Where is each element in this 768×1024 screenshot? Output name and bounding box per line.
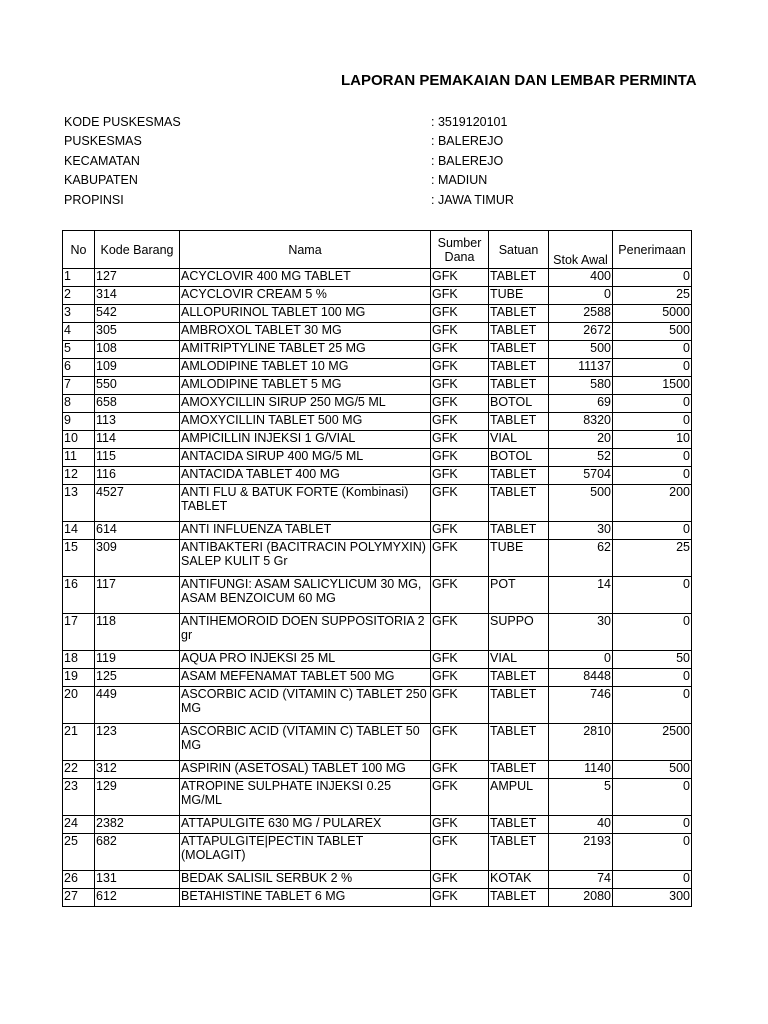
- cell-no: 19: [63, 669, 95, 687]
- cell-sumber-dana: GFK: [431, 467, 489, 485]
- cell-no: 10: [63, 431, 95, 449]
- cell-penerimaan: 0: [613, 522, 692, 540]
- cell-satuan: TABLET: [489, 377, 549, 395]
- cell-stok-awal: 8448: [549, 669, 613, 687]
- cell-satuan: BOTOL: [489, 449, 549, 467]
- table-row: [63, 871, 692, 889]
- cell-no: 16: [63, 577, 95, 614]
- cell-sumber-dana: GFK: [431, 577, 489, 614]
- cell-satuan: VIAL: [489, 431, 549, 449]
- cell-penerimaan: 25: [613, 540, 692, 577]
- cell-kode-barang: 309: [95, 540, 180, 577]
- cell-penerimaan: 1500: [613, 377, 692, 395]
- cell-kode-barang: 2382: [95, 816, 180, 834]
- table-row: [63, 889, 692, 907]
- cell-no: 24: [63, 816, 95, 834]
- table-row: [63, 724, 692, 761]
- cell-no: 6: [63, 359, 95, 377]
- cell-satuan: TABLET: [489, 305, 549, 323]
- cell-penerimaan: 200: [613, 485, 692, 522]
- cell-no: 4: [63, 323, 95, 341]
- cell-nama: ANTI INFLUENZA TABLET: [180, 522, 431, 540]
- table-row: [63, 359, 692, 377]
- info-row: [64, 113, 684, 132]
- cell-kode-barang: 115: [95, 449, 180, 467]
- header-kode-barang: Kode Barang: [95, 231, 180, 269]
- cell-kode-barang: 113: [95, 413, 180, 431]
- cell-stok-awal: 580: [549, 377, 613, 395]
- table-row: [63, 341, 692, 359]
- cell-stok-awal: 1140: [549, 761, 613, 779]
- cell-no: 21: [63, 724, 95, 761]
- table-row: [63, 577, 692, 614]
- cell-penerimaan: 0: [613, 614, 692, 651]
- cell-penerimaan: 0: [613, 467, 692, 485]
- cell-penerimaan: 0: [613, 449, 692, 467]
- cell-nama: ATTAPULGITE|PECTIN TABLET (MOLAGIT): [180, 834, 431, 871]
- header-penerimaan: Penerimaan: [613, 231, 692, 269]
- table-row: [63, 377, 692, 395]
- cell-kode-barang: 612: [95, 889, 180, 907]
- cell-no: 8: [63, 395, 95, 413]
- table-row: [63, 522, 692, 540]
- table-row: [63, 467, 692, 485]
- info-value: : BALEREJO: [431, 153, 504, 168]
- cell-satuan: TABLET: [489, 359, 549, 377]
- cell-sumber-dana: GFK: [431, 377, 489, 395]
- table-row: [63, 834, 692, 871]
- cell-satuan: TABLET: [489, 889, 549, 907]
- info-row: [64, 152, 684, 171]
- table-row: [63, 669, 692, 687]
- cell-kode-barang: 4527: [95, 485, 180, 522]
- cell-sumber-dana: GFK: [431, 614, 489, 651]
- puskesmas-info: [64, 113, 684, 210]
- cell-sumber-dana: GFK: [431, 359, 489, 377]
- cell-kode-barang: 682: [95, 834, 180, 871]
- cell-no: 7: [63, 377, 95, 395]
- cell-kode-barang: 127: [95, 269, 180, 287]
- cell-no: 17: [63, 614, 95, 651]
- table-row: [63, 413, 692, 431]
- cell-stok-awal: 8320: [549, 413, 613, 431]
- cell-sumber-dana: GFK: [431, 522, 489, 540]
- table-row: [63, 651, 692, 669]
- info-row: [64, 132, 684, 151]
- info-label: KODE PUSKESMAS: [64, 115, 181, 129]
- cell-kode-barang: 118: [95, 614, 180, 651]
- cell-stok-awal: 500: [549, 485, 613, 522]
- header-nama: Nama: [180, 231, 431, 269]
- table-row: [63, 323, 692, 341]
- cell-penerimaan: 0: [613, 577, 692, 614]
- cell-nama: AQUA PRO INJEKSI 25 ML: [180, 651, 431, 669]
- cell-kode-barang: 119: [95, 651, 180, 669]
- cell-penerimaan: 2500: [613, 724, 692, 761]
- cell-satuan: TUBE: [489, 540, 549, 577]
- cell-kode-barang: 116: [95, 467, 180, 485]
- cell-no: 15: [63, 540, 95, 577]
- cell-no: 22: [63, 761, 95, 779]
- cell-penerimaan: 25: [613, 287, 692, 305]
- cell-kode-barang: 658: [95, 395, 180, 413]
- report-title: LAPORAN PEMAKAIAN DAN LEMBAR PERMINTA: [341, 72, 697, 89]
- table-header-row: [63, 231, 692, 269]
- cell-kode-barang: 542: [95, 305, 180, 323]
- cell-satuan: AMPUL: [489, 779, 549, 816]
- cell-stok-awal: 5704: [549, 467, 613, 485]
- cell-no: 23: [63, 779, 95, 816]
- cell-kode-barang: 129: [95, 779, 180, 816]
- cell-no: 13: [63, 485, 95, 522]
- cell-kode-barang: 614: [95, 522, 180, 540]
- cell-satuan: POT: [489, 577, 549, 614]
- cell-nama: ANTACIDA TABLET 400 MG: [180, 467, 431, 485]
- cell-stok-awal: 500: [549, 341, 613, 359]
- table-row: [63, 687, 692, 724]
- cell-penerimaan: 50: [613, 651, 692, 669]
- cell-sumber-dana: GFK: [431, 323, 489, 341]
- header-sumber-dana: Sumber Dana: [431, 231, 489, 269]
- cell-nama: AMLODIPINE TABLET 5 MG: [180, 377, 431, 395]
- cell-stok-awal: 2193: [549, 834, 613, 871]
- cell-nama: AMLODIPINE TABLET 10 MG: [180, 359, 431, 377]
- cell-nama: ALLOPURINOL TABLET 100 MG: [180, 305, 431, 323]
- cell-nama: ASAM MEFENAMAT TABLET 500 MG: [180, 669, 431, 687]
- cell-kode-barang: 314: [95, 287, 180, 305]
- cell-kode-barang: 449: [95, 687, 180, 724]
- cell-satuan: BOTOL: [489, 395, 549, 413]
- cell-kode-barang: 117: [95, 577, 180, 614]
- cell-penerimaan: 0: [613, 871, 692, 889]
- info-label: KECAMATAN: [64, 153, 140, 168]
- cell-stok-awal: 5: [549, 779, 613, 816]
- cell-satuan: TABLET: [489, 467, 549, 485]
- cell-nama: ASPIRIN (ASETOSAL) TABLET 100 MG: [180, 761, 431, 779]
- info-value: : BALEREJO: [431, 134, 504, 149]
- cell-nama: ANTIBAKTERI (BACITRACIN POLYMYXIN) SALEP KULIT 5 Gr: [180, 540, 431, 577]
- cell-kode-barang: 305: [95, 323, 180, 341]
- cell-no: 26: [63, 871, 95, 889]
- medicine-table: [62, 230, 692, 907]
- cell-satuan: VIAL: [489, 651, 549, 669]
- cell-sumber-dana: GFK: [431, 431, 489, 449]
- cell-penerimaan: 0: [613, 779, 692, 816]
- cell-satuan: TABLET: [489, 269, 549, 287]
- cell-stok-awal: 2080: [549, 889, 613, 907]
- cell-sumber-dana: GFK: [431, 287, 489, 305]
- table-row: [63, 614, 692, 651]
- cell-satuan: TABLET: [489, 687, 549, 724]
- table-row: [63, 395, 692, 413]
- cell-sumber-dana: GFK: [431, 395, 489, 413]
- cell-nama: AMOXYCILLIN SIRUP 250 MG/5 ML: [180, 395, 431, 413]
- cell-satuan: TABLET: [489, 761, 549, 779]
- cell-sumber-dana: GFK: [431, 413, 489, 431]
- cell-satuan: TUBE: [489, 287, 549, 305]
- info-label: PUSKESMAS: [64, 134, 142, 149]
- cell-sumber-dana: GFK: [431, 724, 489, 761]
- cell-sumber-dana: GFK: [431, 305, 489, 323]
- cell-stok-awal: 69: [549, 395, 613, 413]
- cell-sumber-dana: GFK: [431, 651, 489, 669]
- table-row: [63, 449, 692, 467]
- cell-sumber-dana: GFK: [431, 669, 489, 687]
- cell-no: 11: [63, 449, 95, 467]
- cell-nama: ANTI FLU & BATUK FORTE (Kombinasi) TABLET: [180, 485, 431, 522]
- cell-penerimaan: 5000: [613, 305, 692, 323]
- cell-penerimaan: 0: [613, 669, 692, 687]
- cell-stok-awal: 400: [549, 269, 613, 287]
- cell-stok-awal: 14: [549, 577, 613, 614]
- info-label: PROPINSI: [64, 192, 124, 207]
- table-row: [63, 779, 692, 816]
- info-value: : MADIUN: [431, 173, 488, 188]
- cell-penerimaan: 0: [613, 413, 692, 431]
- cell-satuan: TABLET: [489, 816, 549, 834]
- cell-stok-awal: 0: [549, 651, 613, 669]
- cell-satuan: TABLET: [489, 724, 549, 761]
- table-row: [63, 540, 692, 577]
- cell-nama: ATROPINE SULPHATE INJEKSI 0.25 MG/ML: [180, 779, 431, 816]
- cell-nama: BETAHISTINE TABLET 6 MG: [180, 889, 431, 907]
- cell-nama: ATTAPULGITE 630 MG / PULAREX: [180, 816, 431, 834]
- cell-nama: ANTIFUNGI: ASAM SALICYLICUM 30 MG, ASAM BENZOICUM 60 MG: [180, 577, 431, 614]
- cell-no: 12: [63, 467, 95, 485]
- cell-satuan: TABLET: [489, 669, 549, 687]
- cell-kode-barang: 114: [95, 431, 180, 449]
- cell-stok-awal: 62: [549, 540, 613, 577]
- table-row: [63, 287, 692, 305]
- info-label: KABUPATEN: [64, 173, 138, 188]
- table-row: [63, 485, 692, 522]
- cell-sumber-dana: GFK: [431, 889, 489, 907]
- cell-stok-awal: 2810: [549, 724, 613, 761]
- table-row: [63, 269, 692, 287]
- cell-sumber-dana: GFK: [431, 540, 489, 577]
- cell-stok-awal: 30: [549, 522, 613, 540]
- info-row: [64, 191, 684, 210]
- cell-nama: ANTACIDA SIRUP 400 MG/5 ML: [180, 449, 431, 467]
- cell-nama: ASCORBIC ACID (VITAMIN C) TABLET 50 MG: [180, 724, 431, 761]
- cell-no: 14: [63, 522, 95, 540]
- cell-stok-awal: 74: [549, 871, 613, 889]
- cell-penerimaan: 0: [613, 359, 692, 377]
- cell-stok-awal: 2588: [549, 305, 613, 323]
- cell-no: 5: [63, 341, 95, 359]
- cell-nama: ANTIHEMOROID DOEN SUPPOSITORIA 2 gr: [180, 614, 431, 651]
- cell-nama: ASCORBIC ACID (VITAMIN C) TABLET 250 MG: [180, 687, 431, 724]
- cell-stok-awal: 30: [549, 614, 613, 651]
- cell-nama: ACYCLOVIR 400 MG TABLET: [180, 269, 431, 287]
- cell-no: 25: [63, 834, 95, 871]
- table-row: [63, 431, 692, 449]
- cell-penerimaan: 0: [613, 269, 692, 287]
- cell-sumber-dana: GFK: [431, 449, 489, 467]
- cell-kode-barang: 125: [95, 669, 180, 687]
- cell-nama: AMITRIPTYLINE TABLET 25 MG: [180, 341, 431, 359]
- cell-stok-awal: 40: [549, 816, 613, 834]
- cell-sumber-dana: GFK: [431, 341, 489, 359]
- cell-nama: AMOXYCILLIN TABLET 500 MG: [180, 413, 431, 431]
- cell-kode-barang: 123: [95, 724, 180, 761]
- cell-satuan: KOTAK: [489, 871, 549, 889]
- cell-satuan: TABLET: [489, 834, 549, 871]
- cell-kode-barang: 312: [95, 761, 180, 779]
- cell-no: 18: [63, 651, 95, 669]
- cell-satuan: TABLET: [489, 341, 549, 359]
- cell-sumber-dana: GFK: [431, 779, 489, 816]
- cell-stok-awal: 20: [549, 431, 613, 449]
- table-row: [63, 816, 692, 834]
- cell-penerimaan: 0: [613, 341, 692, 359]
- cell-stok-awal: 11137: [549, 359, 613, 377]
- cell-no: 1: [63, 269, 95, 287]
- cell-penerimaan: 500: [613, 323, 692, 341]
- cell-kode-barang: 108: [95, 341, 180, 359]
- cell-nama: ACYCLOVIR CREAM 5 %: [180, 287, 431, 305]
- cell-satuan: TABLET: [489, 485, 549, 522]
- cell-sumber-dana: GFK: [431, 687, 489, 724]
- cell-sumber-dana: GFK: [431, 816, 489, 834]
- cell-stok-awal: 746: [549, 687, 613, 724]
- cell-sumber-dana: GFK: [431, 269, 489, 287]
- cell-penerimaan: 0: [613, 816, 692, 834]
- cell-nama: AMBROXOL TABLET 30 MG: [180, 323, 431, 341]
- header-stok-awal: Stok Awal: [549, 231, 613, 269]
- cell-no: 3: [63, 305, 95, 323]
- cell-no: 27: [63, 889, 95, 907]
- header-satuan: Satuan: [489, 231, 549, 269]
- header-no: No: [63, 231, 95, 269]
- cell-kode-barang: 109: [95, 359, 180, 377]
- cell-sumber-dana: GFK: [431, 871, 489, 889]
- table-row: [63, 761, 692, 779]
- cell-satuan: TABLET: [489, 323, 549, 341]
- cell-no: 9: [63, 413, 95, 431]
- cell-sumber-dana: GFK: [431, 834, 489, 871]
- cell-penerimaan: 0: [613, 395, 692, 413]
- cell-sumber-dana: GFK: [431, 761, 489, 779]
- cell-kode-barang: 131: [95, 871, 180, 889]
- cell-penerimaan: 0: [613, 834, 692, 871]
- cell-no: 20: [63, 687, 95, 724]
- cell-nama: AMPICILLIN INJEKSI 1 G/VIAL: [180, 431, 431, 449]
- cell-penerimaan: 0: [613, 687, 692, 724]
- info-row: [64, 171, 684, 190]
- cell-stok-awal: 52: [549, 449, 613, 467]
- cell-nama: BEDAK SALISIL SERBUK 2 %: [180, 871, 431, 889]
- cell-satuan: TABLET: [489, 413, 549, 431]
- cell-penerimaan: 300: [613, 889, 692, 907]
- info-value: : JAWA TIMUR: [431, 192, 514, 207]
- cell-satuan: SUPPO: [489, 614, 549, 651]
- cell-stok-awal: 2672: [549, 323, 613, 341]
- cell-stok-awal: 0: [549, 287, 613, 305]
- cell-sumber-dana: GFK: [431, 485, 489, 522]
- table-row: [63, 305, 692, 323]
- cell-no: 2: [63, 287, 95, 305]
- cell-penerimaan: 10: [613, 431, 692, 449]
- cell-penerimaan: 500: [613, 761, 692, 779]
- cell-satuan: TABLET: [489, 522, 549, 540]
- info-value: : 3519120101: [431, 115, 508, 129]
- cell-kode-barang: 550: [95, 377, 180, 395]
